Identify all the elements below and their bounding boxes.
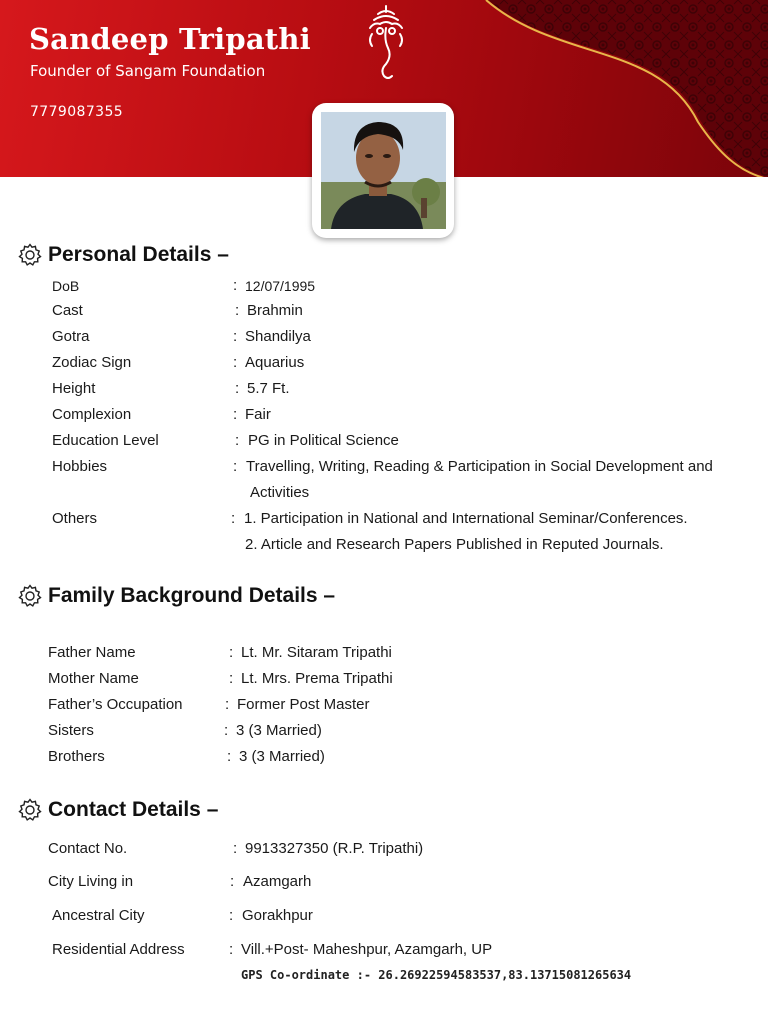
sisters-separator: : [224, 722, 229, 739]
zodiac-label: Zodiac Sign [52, 354, 132, 371]
city-living-label: City Living in [48, 873, 134, 890]
family-details-heading [18, 584, 335, 608]
complexion-separator: : [233, 406, 238, 423]
gear-icon [18, 584, 42, 608]
others-value-1: 1. Participation in National and International Seminar/Conferences. [244, 510, 688, 527]
father-occupation-label: Father’s Occupation [48, 696, 183, 713]
contact-details-heading [18, 798, 218, 822]
sisters-label: Sisters [48, 722, 94, 739]
gotra-value: Shandilya [245, 328, 311, 345]
hobbies-value: Travelling, Writing, Reading & Participation in Social Development and [246, 458, 713, 475]
gotra-separator: : [233, 328, 238, 345]
brothers-value: 3 (3 Married) [239, 748, 325, 765]
dob-value: 12/07/1995 [245, 278, 316, 294]
brothers-separator: : [227, 748, 232, 765]
cast-label: Cast [52, 302, 83, 319]
address-label: Residential Address [52, 941, 185, 958]
ancestral-city-label: Ancestral City [52, 907, 145, 924]
mother-name-value: Lt. Mrs. Prema Tripathi [241, 670, 393, 687]
profile-photo [321, 112, 446, 229]
family-details-title: Family Background Details – [48, 584, 336, 607]
father-name-label: Father Name [48, 644, 136, 661]
height-separator: : [235, 380, 240, 397]
ancestral-city-value: Gorakhpur [242, 907, 313, 924]
father-name-separator: : [229, 644, 234, 661]
contact-no-separator: : [233, 840, 238, 857]
address-separator: : [229, 941, 234, 958]
contact-no-label: Contact No. [48, 840, 128, 857]
ancestral-city-separator: : [229, 907, 234, 924]
hobbies-label: Hobbies [52, 458, 108, 475]
education-separator: : [235, 432, 240, 449]
father-name-value: Lt. Mr. Sitaram Tripathi [241, 644, 392, 661]
contact-no-value: 9913327350 (R.P. Tripathi) [245, 840, 424, 857]
profile-photo-frame [312, 103, 454, 238]
city-living-separator: : [230, 873, 235, 890]
address-value: Vill.+Post- Maheshpur, Azamgarh, UP [241, 941, 493, 958]
hobbies-separator: : [233, 458, 238, 475]
sisters-value: 3 (3 Married) [236, 722, 322, 739]
gear-icon [18, 243, 42, 267]
dob-separator: : [233, 277, 238, 294]
others-separator: : [231, 510, 236, 527]
zodiac-value: Aquarius [245, 354, 305, 371]
profile-phone: 7779087355 [30, 104, 124, 120]
others-value-2: 2. Article and Research Papers Published in Reputed Journals. [245, 536, 664, 553]
city-living-value: Azamgarh [243, 873, 312, 890]
mother-name-separator: : [229, 670, 234, 687]
profile-name: Sandeep Tripathi [29, 22, 311, 56]
complexion-value: Fair [245, 406, 271, 423]
father-occupation-separator: : [225, 696, 230, 713]
profile-subtitle: Founder of Sangam Foundation [30, 62, 266, 80]
ganesha-icon [362, 4, 410, 84]
education-value: PG in Political Science [248, 432, 399, 449]
mother-name-label: Mother Name [48, 670, 139, 687]
gps-coordinate: GPS Co-ordinate :- 26.26922594583537,83.13715081265634 [241, 968, 632, 982]
zodiac-separator: : [233, 354, 238, 371]
brothers-label: Brothers [48, 748, 105, 765]
hobbies-value-continued: Activities [250, 484, 310, 501]
height-value: 5.7 Ft. [247, 380, 290, 397]
contact-details-title: Contact Details – [48, 798, 219, 821]
gotra-label: Gotra [52, 328, 90, 345]
others-label: Others [52, 510, 98, 527]
personal-details-title: Personal Details – [48, 243, 229, 266]
height-label: Height [52, 380, 96, 397]
cast-separator: : [235, 302, 240, 319]
dob-label: DoB [52, 278, 80, 294]
father-occupation-value: Former Post Master [237, 696, 370, 713]
education-label: Education Level [52, 432, 159, 449]
personal-details-heading [18, 243, 229, 267]
complexion-label: Complexion [52, 406, 132, 423]
gear-icon [18, 798, 42, 822]
cast-value: Brahmin [247, 302, 303, 319]
